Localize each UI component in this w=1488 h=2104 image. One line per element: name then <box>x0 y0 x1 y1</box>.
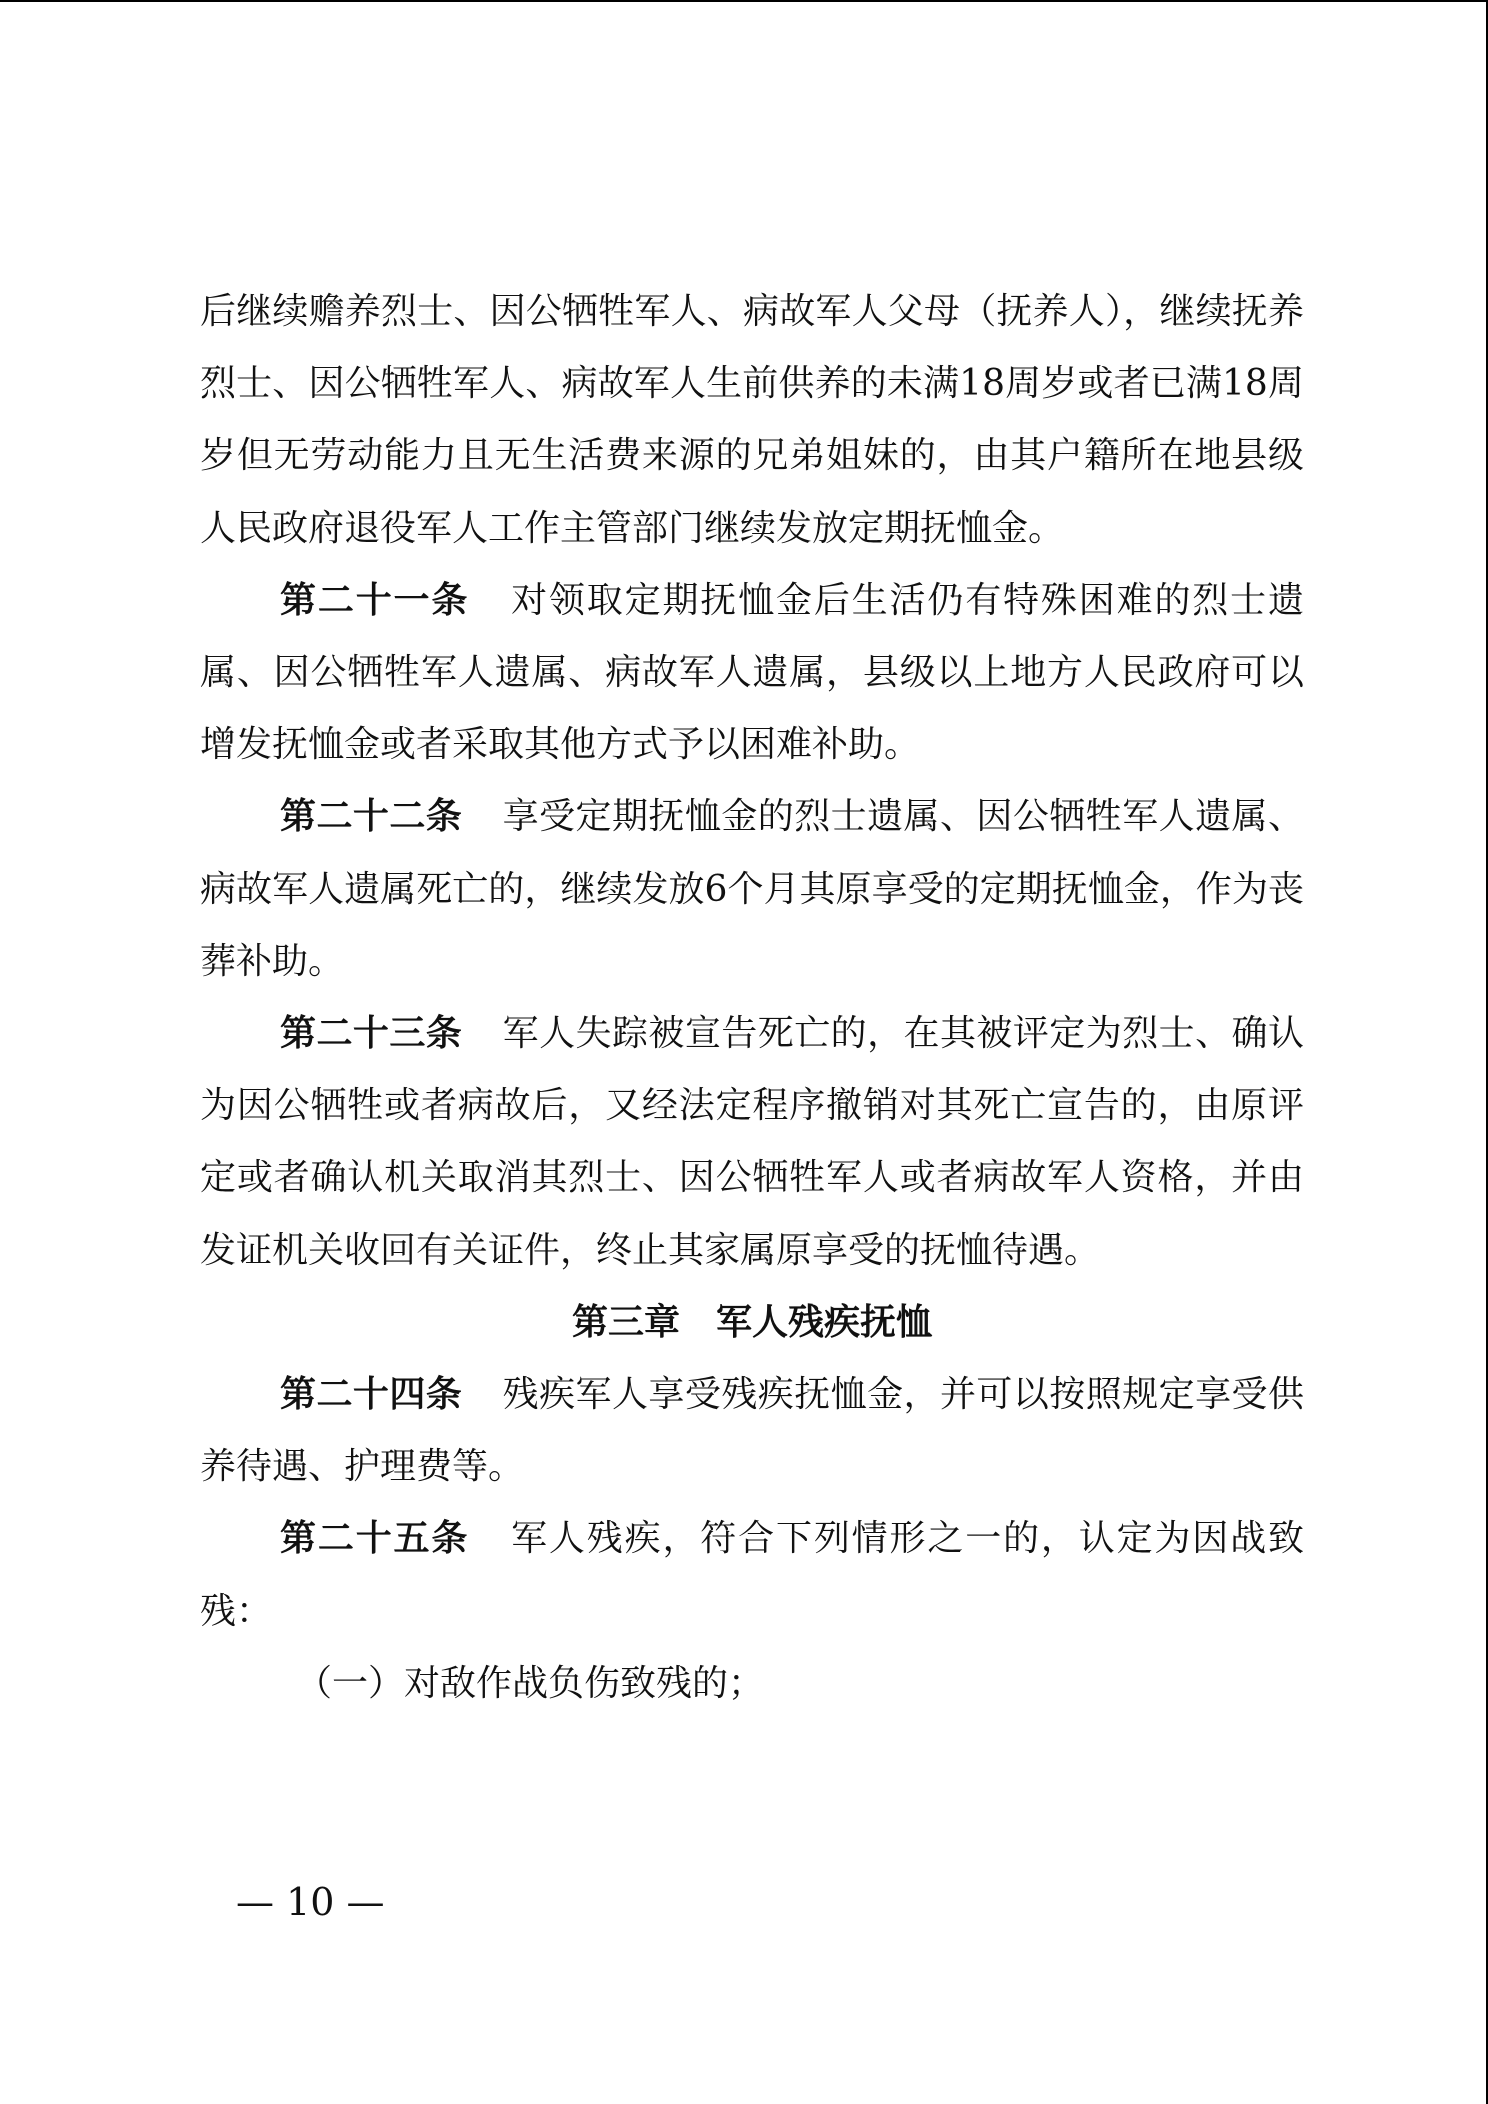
document-body <box>200 276 1304 1720</box>
article-23-text: 军人失踪被宣告死亡的，在其被评定为烈士、确认为因公牺牲或者病故后，又经法定程序撤销对其死亡宣告的，由原评定或者确认机关取消其烈士、因公牺牲军人或者病故军人资格，并由发证机关收回有关证件，终止其家属原享受的抚恤待遇。 <box>200 1013 1304 1271</box>
article-24-number: 第二十四条 <box>280 1374 463 1416</box>
article-23-number: 第二十三条 <box>280 1013 463 1055</box>
article-22-text: 享受定期抚恤金的烈士遗属、因公牺牲军人遗属、病故军人遗属死亡的，继续发放6个月其原享受的定期抚恤金，作为丧葬补助。 <box>200 796 1304 982</box>
article-24-text: 残疾军人享受残疾抚恤金，并可以按照规定享受供养待遇、护理费等。 <box>200 1374 1304 1488</box>
article-25-text: 军人残疾，符合下列情形之一的，认定为因战致残： <box>200 1518 1304 1632</box>
article-25 <box>200 1503 1304 1647</box>
chapter-title: 第三章 军人残疾抚恤 <box>571 1301 932 1343</box>
article-22 <box>200 781 1304 998</box>
article-21-text: 对领取定期抚恤金后生活仍有特殊困难的烈士遗属、因公牺牲军人遗属、病故军人遗属，县级以上地方人民政府可以增发抚恤金或者采取其他方式予以困难补助。 <box>200 579 1304 766</box>
article-25-number: 第二十五条 <box>280 1518 470 1560</box>
page-number: — 10 — <box>236 1880 385 1924</box>
article-22-number: 第二十二条 <box>280 796 463 838</box>
article-23 <box>200 998 1304 1287</box>
paragraph-continuation: 后继续赡养烈士、因公牺牲军人、病故军人父母（抚养人），继续抚养烈士、因公牺牲军人、病故军人生前供养的未满18周岁或者已满18周岁但无劳动能力且无生活费来源的兄弟姐妹的，由其户籍所在地县级人民政府退役军人工作主管部门继续发放定期抚恤金。 <box>200 291 1304 549</box>
article-21-number: 第二十一条 <box>280 579 470 621</box>
page-border-top <box>0 0 1488 2</box>
article-21 <box>200 565 1304 782</box>
article-24 <box>200 1359 1304 1503</box>
list-item: （一）对敌作战负伤致残的； <box>296 1662 765 1704</box>
